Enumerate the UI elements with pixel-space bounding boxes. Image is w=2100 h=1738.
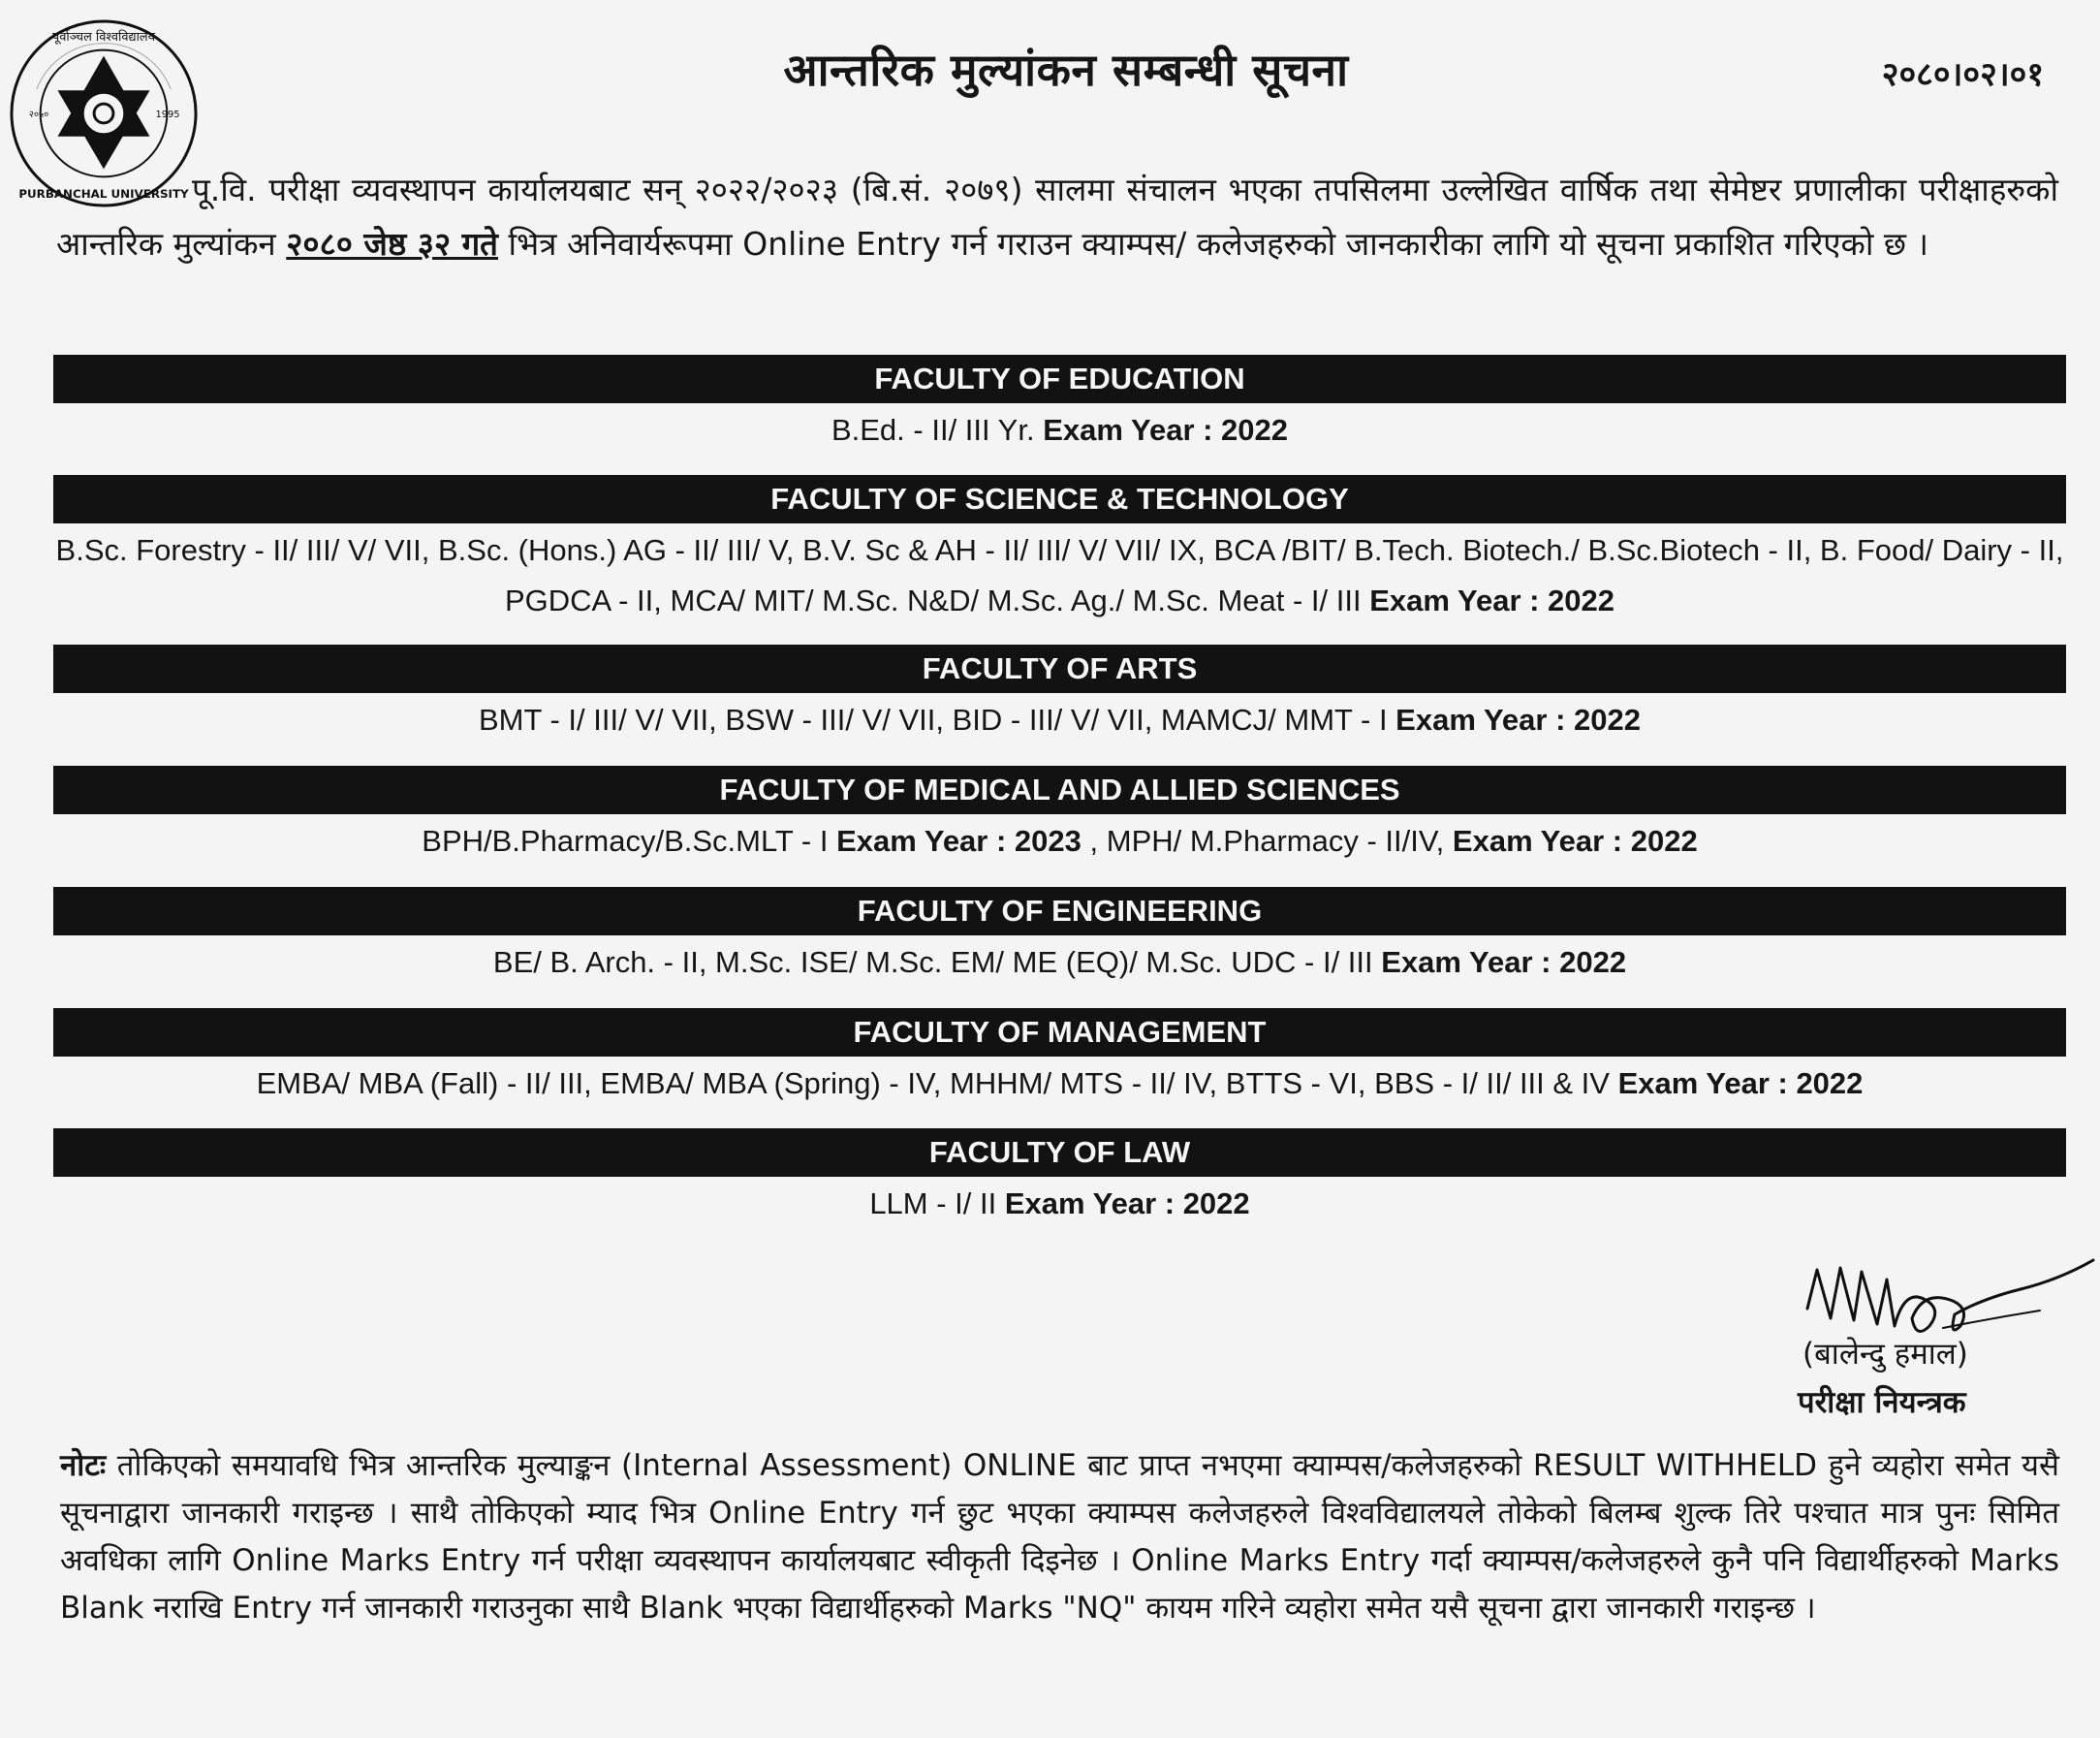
note-text: तोकिएको समयावधि भित्र आन्तरिक मुल्याङ्कन (Internal Assessment) ONLINE बाट प्राप्त नभएमा क्याम्पस/कलेजहरुको RESULT WITHHELD हुने व्यहोरा समेत यसै सूचनाद्वारा जानकारी गराइन्छ । साथै तोकिएको म्याद भित्र Online Entry गर्न छुट भएका क्याम्पस कलेजहरुले विश्वविद्यालयले तोकेको बिलम्ब शुल्क तिरे पश्चात मात्र पुनः सिमित अवधिका लागि Online Marks Entry गर्न परीक्षा व्यवस्थापन कार्यालयबाट स्वीकृती दिइनेछ । Online Marks Entry गर्दा क्याम्पस/कलेजहरुले कुनै पनि विद्यार्थीहरुको Marks Blank नराखि Entry गर्न जानकारी गराउनुका साथै Blank भएका विद्यार्थीहरुको Marks "NQ" कायम गरिने व्यहोरा समेत यसै सूचना द्वारा जानकारी गराइन्छ । xyxy=(60,1448,2059,1626)
exam-year: Exam Year : 2022 xyxy=(1369,584,1615,617)
exam-year: Exam Year : 2022 xyxy=(1004,1186,1250,1220)
faculty-heading: FACULTY OF EDUCATION xyxy=(53,355,2066,403)
intro-text-part2: भित्र अनिवार्यरूपमा Online Entry गर्न गराउन क्याम्पस/ कलेजहरुको जानकारीका लागि यो सूचना प्रकाशित गरिएको छ । xyxy=(508,225,1929,263)
faculty-programs xyxy=(53,937,2066,988)
faculty-section-management xyxy=(53,1008,2066,1109)
faculty-heading: FACULTY OF MANAGEMENT xyxy=(53,1008,2066,1057)
svg-text:पूर्वाञ्चल विश्वविद्यालय: पूर्वाञ्चल विश्वविद्यालय xyxy=(51,29,156,45)
exam-year: Exam Year : 2022 xyxy=(1043,413,1289,447)
faculty-section-engineering xyxy=(53,887,2066,988)
program-list: BPH/B.Pharmacy/B.Sc.MLT - I xyxy=(422,824,829,858)
svg-text:1995: 1995 xyxy=(155,109,180,120)
faculty-programs xyxy=(53,695,2066,745)
program-list: BE/ B. Arch. - II, M.Sc. ISE/ M.Sc. EM/ ME (EQ)/ M.Sc. UDC - I/ III xyxy=(492,945,1373,979)
program-list-2: , MPH/ M.Pharmacy - II/IV, xyxy=(1089,824,1445,858)
signatory-name: (बालेन्दु हमाल) xyxy=(1802,1337,1968,1372)
faculty-heading: FACULTY OF MEDICAL AND ALLIED SCIENCES xyxy=(53,766,2066,814)
svg-text:PURBANCHAL UNIVERSITY: PURBANCHAL UNIVERSITY xyxy=(18,187,189,202)
faculty-heading: FACULTY OF LAW xyxy=(53,1128,2066,1177)
deadline-date: २०८० जेष्ठ ३२ गते xyxy=(286,225,498,263)
faculty-heading: FACULTY OF SCIENCE & TECHNOLOGY xyxy=(53,475,2066,523)
program-list: B.Ed. - II/ III Yr. xyxy=(831,413,1035,447)
notice-title: आन्तरिक मुल्यांकन सम्बन्धी सूचना xyxy=(783,44,1349,96)
signatory-title: परीक्षा नियन्त्रक xyxy=(1798,1385,1966,1420)
faculty-heading: FACULTY OF ENGINEERING xyxy=(53,887,2066,935)
program-list: LLM - I/ II xyxy=(869,1186,997,1220)
program-list: BMT - I/ III/ V/ VII, BSW - III/ V/ VII, BID - III/ V/ VII, MAMCJ/ MMT - I xyxy=(479,703,1396,737)
faculty-section-medical-allied-sciences xyxy=(53,766,2066,867)
intro-paragraph xyxy=(56,163,2058,271)
program-list: B.Sc. Forestry - II/ III/ V/ VII, B.Sc. (Hons.) AG - II/ III/ V, B.V. Sc & AH - II/ III/ V/ VII/ IX, BCA /BIT/ B.Tech. Biotech./ B.Sc.Biotech - II, B. Food/ Dairy - II, PGDCA - II, MCA/ MIT/ M.Sc. N&D/ M.Sc. Ag./ M.Sc. Meat - I/ III xyxy=(55,533,2064,617)
note-label: नोटः xyxy=(60,1448,107,1483)
program-list: EMBA/ MBA (Fall) - II/ III, EMBA/ MBA (Spring) - IV, MHHM/ MTS - II/ IV, BTTS - VI, BBS - I/ II/ III & IV xyxy=(256,1066,1610,1100)
faculty-programs xyxy=(53,525,2066,626)
svg-text:२०५०: २०५० xyxy=(28,109,49,120)
note-paragraph xyxy=(60,1442,2059,1632)
faculty-section-law xyxy=(53,1128,2066,1229)
intro-text-part1: पू.वि. परीक्षा व्यवस्थापन कार्यालयबाट सन् २०२२/२०२३ (बि.सं. २०७९) सालमा संचालन भएका तपसिलमा उल्लेखित वार्षिक तथा सेमेष्टर प्रणालीका परीक्षाहरुको आन्तरिक मुल्यांकन xyxy=(56,171,2058,263)
exam-year-2: Exam Year : 2022 xyxy=(1452,824,1698,858)
faculty-programs xyxy=(53,816,2066,867)
faculty-section-science-technology xyxy=(53,475,2066,626)
exam-year: Exam Year : 2022 xyxy=(1617,1066,1864,1100)
exam-year: Exam Year : 2023 xyxy=(836,824,1081,858)
reference-date: २०८०।०२।०१ xyxy=(1881,55,2044,94)
faculty-section-arts xyxy=(53,645,2066,745)
faculty-section-education xyxy=(53,355,2066,456)
faculty-programs xyxy=(53,405,2066,456)
exam-year: Exam Year : 2022 xyxy=(1381,945,1627,979)
faculty-programs xyxy=(53,1059,2066,1109)
faculty-programs xyxy=(53,1179,2066,1229)
exam-year: Exam Year : 2022 xyxy=(1395,703,1641,737)
faculty-heading: FACULTY OF ARTS xyxy=(53,645,2066,693)
